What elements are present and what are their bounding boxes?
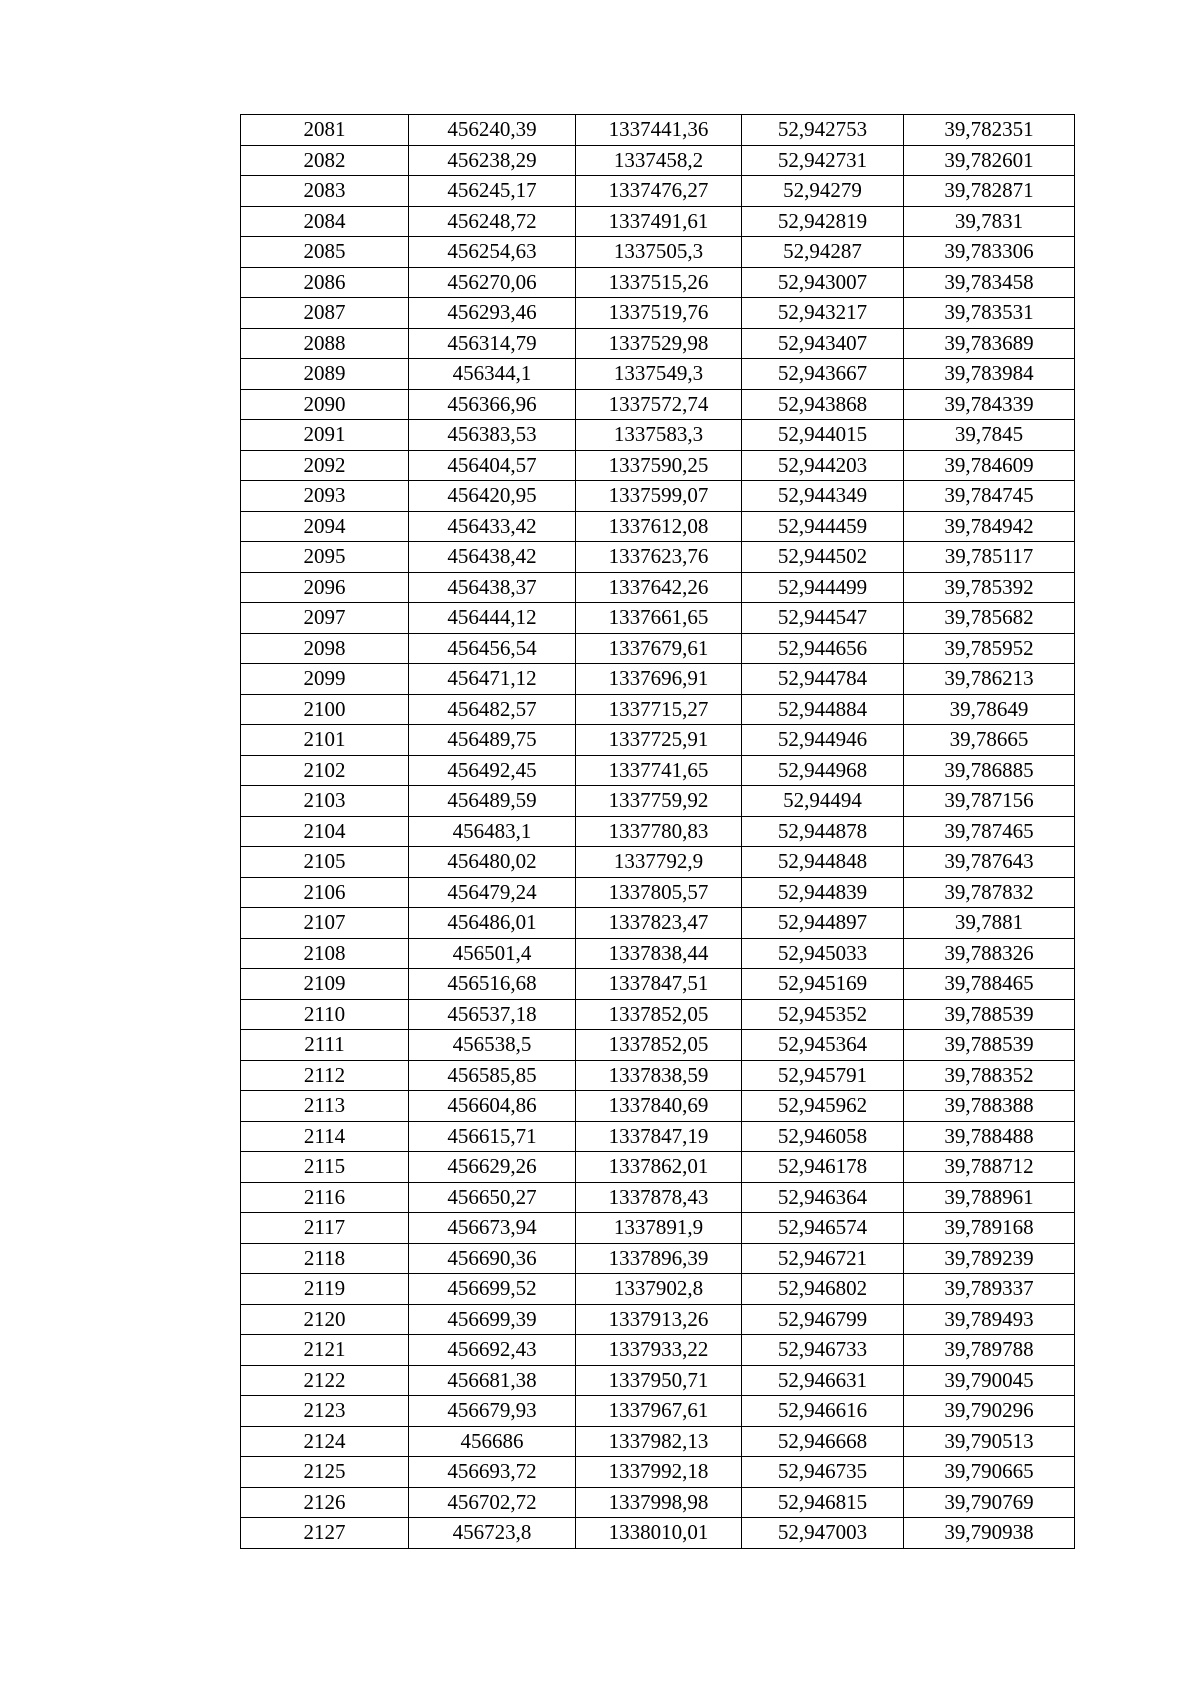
y-coordinate-cell: 1337933,22	[576, 1335, 742, 1366]
latitude-cell: 52,946631	[742, 1365, 904, 1396]
y-coordinate-cell: 1337679,61	[576, 633, 742, 664]
longitude-cell: 39,789239	[904, 1243, 1075, 1274]
table-row	[241, 1304, 1075, 1335]
table-row	[241, 1213, 1075, 1244]
point-number-cell: 2120	[241, 1304, 409, 1335]
table-row	[241, 237, 1075, 268]
latitude-cell: 52,942731	[742, 145, 904, 176]
x-coordinate-cell: 456240,39	[409, 115, 576, 146]
point-number-cell: 2111	[241, 1030, 409, 1061]
point-number-cell: 2125	[241, 1457, 409, 1488]
coordinates-table-body	[241, 115, 1075, 1549]
table-row	[241, 725, 1075, 756]
table-row	[241, 938, 1075, 969]
table-row	[241, 176, 1075, 207]
x-coordinate-cell: 456254,63	[409, 237, 576, 268]
latitude-cell: 52,944499	[742, 572, 904, 603]
y-coordinate-cell: 1337838,59	[576, 1060, 742, 1091]
x-coordinate-cell: 456486,01	[409, 908, 576, 939]
table-row	[241, 633, 1075, 664]
table-row	[241, 115, 1075, 146]
x-coordinate-cell: 456489,59	[409, 786, 576, 817]
longitude-cell: 39,787465	[904, 816, 1075, 847]
x-coordinate-cell: 456404,57	[409, 450, 576, 481]
table-row	[241, 298, 1075, 329]
table-row	[241, 542, 1075, 573]
latitude-cell: 52,945962	[742, 1091, 904, 1122]
point-number-cell: 2085	[241, 237, 409, 268]
longitude-cell: 39,790769	[904, 1487, 1075, 1518]
y-coordinate-cell: 1337823,47	[576, 908, 742, 939]
table-row	[241, 786, 1075, 817]
x-coordinate-cell: 456585,85	[409, 1060, 576, 1091]
y-coordinate-cell: 1337805,57	[576, 877, 742, 908]
point-number-cell: 2114	[241, 1121, 409, 1152]
latitude-cell: 52,944946	[742, 725, 904, 756]
point-number-cell: 2099	[241, 664, 409, 695]
latitude-cell: 52,946815	[742, 1487, 904, 1518]
table-row	[241, 1030, 1075, 1061]
y-coordinate-cell: 1337476,27	[576, 176, 742, 207]
longitude-cell: 39,787832	[904, 877, 1075, 908]
latitude-cell: 52,944878	[742, 816, 904, 847]
y-coordinate-cell: 1337741,65	[576, 755, 742, 786]
latitude-cell: 52,945169	[742, 969, 904, 1000]
y-coordinate-cell: 1337696,91	[576, 664, 742, 695]
table-row	[241, 816, 1075, 847]
x-coordinate-cell: 456293,46	[409, 298, 576, 329]
point-number-cell: 2127	[241, 1518, 409, 1549]
point-number-cell: 2092	[241, 450, 409, 481]
x-coordinate-cell: 456344,1	[409, 359, 576, 390]
y-coordinate-cell: 1337878,43	[576, 1182, 742, 1213]
longitude-cell: 39,785392	[904, 572, 1075, 603]
y-coordinate-cell: 1337902,8	[576, 1274, 742, 1305]
latitude-cell: 52,944203	[742, 450, 904, 481]
latitude-cell: 52,946616	[742, 1396, 904, 1427]
y-coordinate-cell: 1337847,51	[576, 969, 742, 1000]
x-coordinate-cell: 456702,72	[409, 1487, 576, 1518]
x-coordinate-cell: 456690,36	[409, 1243, 576, 1274]
x-coordinate-cell: 456501,4	[409, 938, 576, 969]
y-coordinate-cell: 1337838,44	[576, 938, 742, 969]
y-coordinate-cell: 1337982,13	[576, 1426, 742, 1457]
y-coordinate-cell: 1338010,01	[576, 1518, 742, 1549]
latitude-cell: 52,946799	[742, 1304, 904, 1335]
longitude-cell: 39,784339	[904, 389, 1075, 420]
point-number-cell: 2083	[241, 176, 409, 207]
x-coordinate-cell: 456433,42	[409, 511, 576, 542]
point-number-cell: 2126	[241, 1487, 409, 1518]
x-coordinate-cell: 456245,17	[409, 176, 576, 207]
longitude-cell: 39,78649	[904, 694, 1075, 725]
longitude-cell: 39,788488	[904, 1121, 1075, 1152]
point-number-cell: 2113	[241, 1091, 409, 1122]
point-number-cell: 2081	[241, 115, 409, 146]
table-row	[241, 1335, 1075, 1366]
y-coordinate-cell: 1337519,76	[576, 298, 742, 329]
point-number-cell: 2097	[241, 603, 409, 634]
longitude-cell: 39,783984	[904, 359, 1075, 390]
x-coordinate-cell: 456650,27	[409, 1182, 576, 1213]
y-coordinate-cell: 1337491,61	[576, 206, 742, 237]
y-coordinate-cell: 1337441,36	[576, 115, 742, 146]
longitude-cell: 39,788388	[904, 1091, 1075, 1122]
x-coordinate-cell: 456492,45	[409, 755, 576, 786]
x-coordinate-cell: 456270,06	[409, 267, 576, 298]
longitude-cell: 39,783689	[904, 328, 1075, 359]
point-number-cell: 2107	[241, 908, 409, 939]
longitude-cell: 39,790513	[904, 1426, 1075, 1457]
x-coordinate-cell: 456438,42	[409, 542, 576, 573]
point-number-cell: 2121	[241, 1335, 409, 1366]
x-coordinate-cell: 456615,71	[409, 1121, 576, 1152]
point-number-cell: 2108	[241, 938, 409, 969]
table-row	[241, 1060, 1075, 1091]
point-number-cell: 2090	[241, 389, 409, 420]
y-coordinate-cell: 1337725,91	[576, 725, 742, 756]
latitude-cell: 52,942753	[742, 115, 904, 146]
y-coordinate-cell: 1337967,61	[576, 1396, 742, 1427]
latitude-cell: 52,946721	[742, 1243, 904, 1274]
table-row	[241, 1396, 1075, 1427]
latitude-cell: 52,944656	[742, 633, 904, 664]
latitude-cell: 52,945364	[742, 1030, 904, 1061]
x-coordinate-cell: 456238,29	[409, 145, 576, 176]
table-row	[241, 1182, 1075, 1213]
x-coordinate-cell: 456693,72	[409, 1457, 576, 1488]
y-coordinate-cell: 1337862,01	[576, 1152, 742, 1183]
point-number-cell: 2106	[241, 877, 409, 908]
x-coordinate-cell: 456604,86	[409, 1091, 576, 1122]
x-coordinate-cell: 456420,95	[409, 481, 576, 512]
point-number-cell: 2095	[241, 542, 409, 573]
table-row	[241, 755, 1075, 786]
longitude-cell: 39,784745	[904, 481, 1075, 512]
latitude-cell: 52,944547	[742, 603, 904, 634]
y-coordinate-cell: 1337792,9	[576, 847, 742, 878]
table-row	[241, 572, 1075, 603]
table-row	[241, 389, 1075, 420]
point-number-cell: 2115	[241, 1152, 409, 1183]
point-number-cell: 2103	[241, 786, 409, 817]
longitude-cell: 39,787156	[904, 786, 1075, 817]
longitude-cell: 39,790045	[904, 1365, 1075, 1396]
latitude-cell: 52,947003	[742, 1518, 904, 1549]
x-coordinate-cell: 456516,68	[409, 969, 576, 1000]
y-coordinate-cell: 1337992,18	[576, 1457, 742, 1488]
y-coordinate-cell: 1337458,2	[576, 145, 742, 176]
latitude-cell: 52,946802	[742, 1274, 904, 1305]
x-coordinate-cell: 456489,75	[409, 725, 576, 756]
longitude-cell: 39,788712	[904, 1152, 1075, 1183]
y-coordinate-cell: 1337549,3	[576, 359, 742, 390]
latitude-cell: 52,943007	[742, 267, 904, 298]
point-number-cell: 2089	[241, 359, 409, 390]
y-coordinate-cell: 1337515,26	[576, 267, 742, 298]
table-row	[241, 969, 1075, 1000]
latitude-cell: 52,943407	[742, 328, 904, 359]
table-row	[241, 664, 1075, 695]
point-number-cell: 2123	[241, 1396, 409, 1427]
point-number-cell: 2109	[241, 969, 409, 1000]
y-coordinate-cell: 1337505,3	[576, 237, 742, 268]
table-row	[241, 908, 1075, 939]
y-coordinate-cell: 1337599,07	[576, 481, 742, 512]
latitude-cell: 52,944784	[742, 664, 904, 695]
longitude-cell: 39,788465	[904, 969, 1075, 1000]
y-coordinate-cell: 1337913,26	[576, 1304, 742, 1335]
y-coordinate-cell: 1337852,05	[576, 1030, 742, 1061]
longitude-cell: 39,7831	[904, 206, 1075, 237]
longitude-cell: 39,788961	[904, 1182, 1075, 1213]
x-coordinate-cell: 456681,38	[409, 1365, 576, 1396]
table-row	[241, 603, 1075, 634]
table-row	[241, 511, 1075, 542]
longitude-cell: 39,790938	[904, 1518, 1075, 1549]
y-coordinate-cell: 1337780,83	[576, 816, 742, 847]
y-coordinate-cell: 1337847,19	[576, 1121, 742, 1152]
y-coordinate-cell: 1337852,05	[576, 999, 742, 1030]
y-coordinate-cell: 1337759,92	[576, 786, 742, 817]
y-coordinate-cell: 1337529,98	[576, 328, 742, 359]
longitude-cell: 39,7881	[904, 908, 1075, 939]
table-row	[241, 420, 1075, 451]
point-number-cell: 2104	[241, 816, 409, 847]
longitude-cell: 39,788539	[904, 1030, 1075, 1061]
point-number-cell: 2084	[241, 206, 409, 237]
longitude-cell: 39,784942	[904, 511, 1075, 542]
table-row	[241, 1091, 1075, 1122]
point-number-cell: 2098	[241, 633, 409, 664]
x-coordinate-cell: 456538,5	[409, 1030, 576, 1061]
latitude-cell: 52,94279	[742, 176, 904, 207]
table-row	[241, 1365, 1075, 1396]
table-row	[241, 481, 1075, 512]
point-number-cell: 2096	[241, 572, 409, 603]
longitude-cell: 39,7845	[904, 420, 1075, 451]
table-row	[241, 999, 1075, 1030]
x-coordinate-cell: 456537,18	[409, 999, 576, 1030]
point-number-cell: 2101	[241, 725, 409, 756]
latitude-cell: 52,94494	[742, 786, 904, 817]
x-coordinate-cell: 456248,72	[409, 206, 576, 237]
table-row	[241, 1243, 1075, 1274]
x-coordinate-cell: 456692,43	[409, 1335, 576, 1366]
longitude-cell: 39,78665	[904, 725, 1075, 756]
latitude-cell: 52,944839	[742, 877, 904, 908]
point-number-cell: 2117	[241, 1213, 409, 1244]
latitude-cell: 52,944848	[742, 847, 904, 878]
x-coordinate-cell: 456699,52	[409, 1274, 576, 1305]
longitude-cell: 39,783531	[904, 298, 1075, 329]
longitude-cell: 39,789168	[904, 1213, 1075, 1244]
table-row	[241, 1426, 1075, 1457]
point-number-cell: 2119	[241, 1274, 409, 1305]
longitude-cell: 39,789493	[904, 1304, 1075, 1335]
x-coordinate-cell: 456629,26	[409, 1152, 576, 1183]
y-coordinate-cell: 1337572,74	[576, 389, 742, 420]
point-number-cell: 2105	[241, 847, 409, 878]
x-coordinate-cell: 456471,12	[409, 664, 576, 695]
latitude-cell: 52,944349	[742, 481, 904, 512]
longitude-cell: 39,782601	[904, 145, 1075, 176]
point-number-cell: 2110	[241, 999, 409, 1030]
y-coordinate-cell: 1337590,25	[576, 450, 742, 481]
table-row	[241, 328, 1075, 359]
longitude-cell: 39,782871	[904, 176, 1075, 207]
latitude-cell: 52,94287	[742, 237, 904, 268]
longitude-cell: 39,788326	[904, 938, 1075, 969]
table-row	[241, 847, 1075, 878]
point-number-cell: 2093	[241, 481, 409, 512]
table-row	[241, 1457, 1075, 1488]
x-coordinate-cell: 456366,96	[409, 389, 576, 420]
y-coordinate-cell: 1337891,9	[576, 1213, 742, 1244]
table-row	[241, 267, 1075, 298]
latitude-cell: 52,944968	[742, 755, 904, 786]
x-coordinate-cell: 456686	[409, 1426, 576, 1457]
y-coordinate-cell: 1337623,76	[576, 542, 742, 573]
latitude-cell: 52,944884	[742, 694, 904, 725]
x-coordinate-cell: 456673,94	[409, 1213, 576, 1244]
latitude-cell: 52,946058	[742, 1121, 904, 1152]
x-coordinate-cell: 456679,93	[409, 1396, 576, 1427]
longitude-cell: 39,788352	[904, 1060, 1075, 1091]
longitude-cell: 39,785952	[904, 633, 1075, 664]
y-coordinate-cell: 1337840,69	[576, 1091, 742, 1122]
latitude-cell: 52,946178	[742, 1152, 904, 1183]
longitude-cell: 39,790665	[904, 1457, 1075, 1488]
x-coordinate-cell: 456480,02	[409, 847, 576, 878]
x-coordinate-cell: 456699,39	[409, 1304, 576, 1335]
point-number-cell: 2091	[241, 420, 409, 451]
x-coordinate-cell: 456314,79	[409, 328, 576, 359]
point-number-cell: 2122	[241, 1365, 409, 1396]
table-row	[241, 206, 1075, 237]
coordinates-table	[240, 114, 1075, 1549]
point-number-cell: 2087	[241, 298, 409, 329]
latitude-cell: 52,945352	[742, 999, 904, 1030]
latitude-cell: 52,943667	[742, 359, 904, 390]
latitude-cell: 52,944015	[742, 420, 904, 451]
x-coordinate-cell: 456438,37	[409, 572, 576, 603]
longitude-cell: 39,786885	[904, 755, 1075, 786]
table-row	[241, 1518, 1075, 1549]
y-coordinate-cell: 1337715,27	[576, 694, 742, 725]
table-row	[241, 145, 1075, 176]
table-row	[241, 877, 1075, 908]
y-coordinate-cell: 1337661,65	[576, 603, 742, 634]
latitude-cell: 52,943217	[742, 298, 904, 329]
table-row	[241, 450, 1075, 481]
point-number-cell: 2112	[241, 1060, 409, 1091]
longitude-cell: 39,786213	[904, 664, 1075, 695]
y-coordinate-cell: 1337612,08	[576, 511, 742, 542]
longitude-cell: 39,785682	[904, 603, 1075, 634]
point-number-cell: 2086	[241, 267, 409, 298]
y-coordinate-cell: 1337950,71	[576, 1365, 742, 1396]
longitude-cell: 39,789337	[904, 1274, 1075, 1305]
point-number-cell: 2100	[241, 694, 409, 725]
latitude-cell: 52,944502	[742, 542, 904, 573]
latitude-cell: 52,946668	[742, 1426, 904, 1457]
x-coordinate-cell: 456723,8	[409, 1518, 576, 1549]
latitude-cell: 52,944897	[742, 908, 904, 939]
longitude-cell: 39,782351	[904, 115, 1075, 146]
point-number-cell: 2118	[241, 1243, 409, 1274]
longitude-cell: 39,785117	[904, 542, 1075, 573]
point-number-cell: 2102	[241, 755, 409, 786]
point-number-cell: 2124	[241, 1426, 409, 1457]
latitude-cell: 52,946574	[742, 1213, 904, 1244]
latitude-cell: 52,942819	[742, 206, 904, 237]
longitude-cell: 39,787643	[904, 847, 1075, 878]
latitude-cell: 52,946364	[742, 1182, 904, 1213]
latitude-cell: 52,945791	[742, 1060, 904, 1091]
longitude-cell: 39,783458	[904, 267, 1075, 298]
longitude-cell: 39,788539	[904, 999, 1075, 1030]
y-coordinate-cell: 1337998,98	[576, 1487, 742, 1518]
x-coordinate-cell: 456479,24	[409, 877, 576, 908]
y-coordinate-cell: 1337896,39	[576, 1243, 742, 1274]
y-coordinate-cell: 1337642,26	[576, 572, 742, 603]
longitude-cell: 39,783306	[904, 237, 1075, 268]
point-number-cell: 2116	[241, 1182, 409, 1213]
latitude-cell: 52,946733	[742, 1335, 904, 1366]
x-coordinate-cell: 456482,57	[409, 694, 576, 725]
x-coordinate-cell: 456456,54	[409, 633, 576, 664]
latitude-cell: 52,943868	[742, 389, 904, 420]
x-coordinate-cell: 456383,53	[409, 420, 576, 451]
latitude-cell: 52,945033	[742, 938, 904, 969]
table-row	[241, 694, 1075, 725]
table-row	[241, 359, 1075, 390]
table-row	[241, 1487, 1075, 1518]
latitude-cell: 52,944459	[742, 511, 904, 542]
longitude-cell: 39,789788	[904, 1335, 1075, 1366]
point-number-cell: 2088	[241, 328, 409, 359]
point-number-cell: 2082	[241, 145, 409, 176]
y-coordinate-cell: 1337583,3	[576, 420, 742, 451]
table-row	[241, 1274, 1075, 1305]
table-row	[241, 1121, 1075, 1152]
x-coordinate-cell: 456483,1	[409, 816, 576, 847]
longitude-cell: 39,784609	[904, 450, 1075, 481]
longitude-cell: 39,790296	[904, 1396, 1075, 1427]
latitude-cell: 52,946735	[742, 1457, 904, 1488]
point-number-cell: 2094	[241, 511, 409, 542]
x-coordinate-cell: 456444,12	[409, 603, 576, 634]
table-row	[241, 1152, 1075, 1183]
